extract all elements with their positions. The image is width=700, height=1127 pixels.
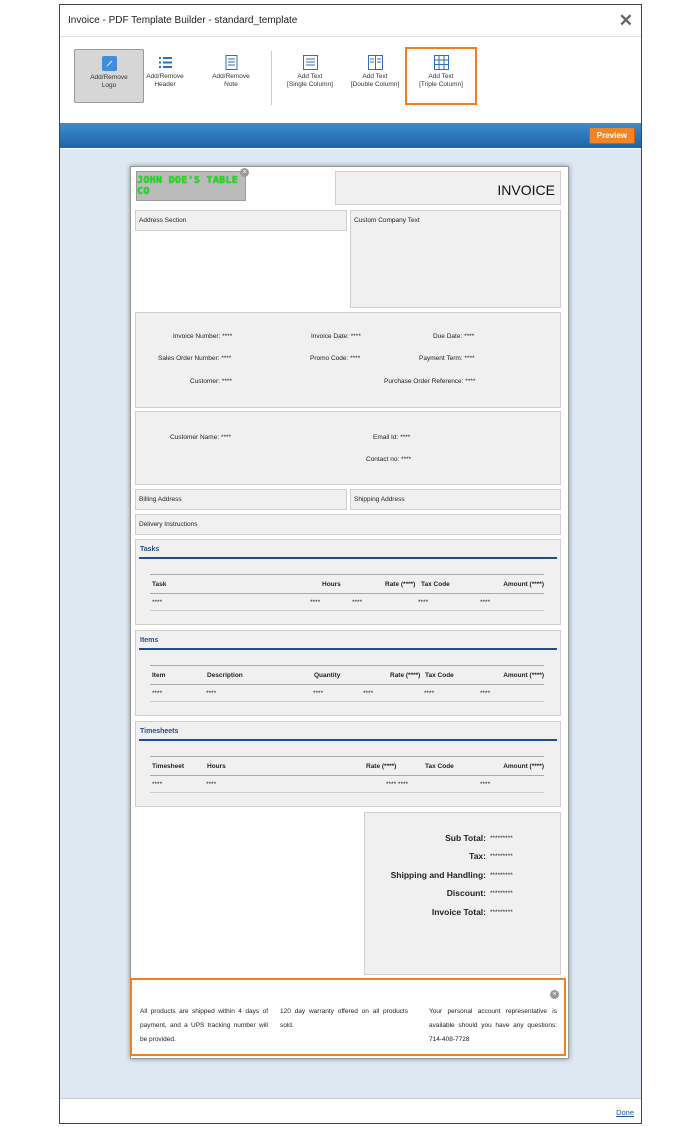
items-cell-item: ****: [152, 690, 163, 697]
add-text-single-column-button[interactable]: [275, 49, 345, 103]
timesheets-cell-timesheet: ****: [152, 781, 163, 788]
items-title: Items: [140, 637, 159, 644]
delivery-instructions-label: Delivery Instructions: [139, 521, 198, 528]
add-text-triple-column-button[interactable]: [405, 47, 477, 105]
timesheets-table-header: [150, 756, 544, 776]
invoice-title-box[interactable]: [335, 171, 561, 205]
items-cell-tax-code: ****: [424, 690, 435, 697]
items-col-amount: Amount (****): [503, 672, 544, 679]
sub-total-value: *********: [490, 835, 513, 842]
timesheets-table-bottom: [150, 792, 544, 793]
shipping-address-label: Shipping Address: [354, 496, 405, 503]
tasks-cell-tax-code: ****: [418, 599, 429, 606]
po-reference-field: Purchase Order Reference: ****: [384, 378, 476, 385]
close-icon[interactable]: ✕: [618, 11, 633, 30]
items-col-quantity: Quantity: [314, 672, 341, 679]
toolbar-divider: [271, 51, 272, 105]
single-column-label-2: [Single Column]: [287, 81, 333, 88]
items-col-description: Description: [207, 672, 243, 679]
tasks-cell-task: ****: [152, 599, 163, 606]
invoice-info-section[interactable]: [135, 312, 561, 408]
tasks-title: Tasks: [140, 546, 160, 553]
billing-address-label: Billing Address: [139, 496, 182, 503]
tasks-cell-rate: ****: [352, 599, 363, 606]
promo-code-field: Promo Code: ****: [310, 355, 361, 362]
billing-address-section[interactable]: [135, 489, 347, 510]
dialog-footer: [60, 1098, 641, 1123]
discount-value: *********: [490, 890, 513, 897]
note-icon: [224, 55, 239, 70]
dialog-title: Invoice - PDF Template Builder - standard_template: [68, 15, 298, 26]
items-col-tax-code: Tax Code: [425, 672, 454, 679]
add-remove-header-button[interactable]: [130, 49, 200, 103]
tasks-section[interactable]: [135, 539, 561, 625]
due-date-field: Due Date: ****: [433, 333, 475, 340]
timesheets-col-amount: Amount (****): [503, 763, 544, 770]
custom-company-text-label: Custom Company Text: [354, 217, 420, 224]
list-icon: [158, 55, 173, 70]
double-column-icon: [368, 55, 383, 70]
single-column-icon: [303, 55, 318, 70]
tasks-col-task: Task: [152, 581, 167, 588]
logo-text: JOHN DOE'S TABLE CO: [137, 175, 239, 197]
tax-value: *********: [490, 853, 513, 860]
tasks-cell-amount: ****: [480, 599, 491, 606]
triple-column-icon: [434, 55, 449, 70]
tasks-col-hours: Hours: [322, 581, 341, 588]
address-section-label: Address Section: [139, 217, 187, 224]
items-title-underline: [139, 648, 557, 650]
timesheets-col-timesheet: Timesheet: [152, 763, 185, 770]
remove-text-block-icon[interactable]: ×: [550, 990, 559, 999]
company-logo[interactable]: [136, 171, 246, 201]
add-remove-logo-label-1: Add/Remove: [90, 74, 128, 81]
invoice-template-page: [130, 166, 569, 1059]
tasks-col-amount: Amount (****): [503, 581, 544, 588]
custom-company-text[interactable]: [350, 210, 561, 308]
timesheets-section[interactable]: [135, 721, 561, 807]
tasks-cell-hours: ****: [310, 599, 321, 606]
items-cell-description: ****: [206, 690, 217, 697]
double-column-label-2: [Double Column]: [350, 81, 400, 88]
timesheets-title: Timesheets: [140, 728, 179, 735]
tasks-table-bottom: [150, 610, 544, 611]
add-remove-header-label-2: Header: [154, 81, 176, 88]
timesheets-col-hours: Hours: [207, 763, 226, 770]
items-table-header: [150, 665, 544, 685]
double-column-label-1: Add Text: [362, 73, 388, 80]
template-canvas: [60, 149, 641, 1100]
triple-column-label-1: Add Text: [428, 73, 454, 80]
email-id-field: Email Id: ****: [373, 434, 411, 441]
invoice-number-field: Invoice Number: ****: [173, 333, 233, 340]
payment-term-field: Payment Term: ****: [419, 355, 475, 362]
shipping-handling-value: *********: [490, 872, 513, 879]
add-remove-note-label-2: Note: [224, 81, 238, 88]
tax-label: Tax:: [469, 851, 486, 861]
customer-name-field: Customer Name: ****: [170, 434, 232, 441]
note-column-2: 120 day warranty offered on all products sold.: [280, 1008, 408, 1029]
tasks-col-rate: Rate (****): [385, 581, 416, 588]
pdf-template-builder-dialog: [59, 4, 642, 1124]
preview-bar: [60, 123, 641, 148]
logo-icon: [102, 56, 117, 71]
items-col-rate: Rate (****): [390, 672, 421, 679]
items-cell-rate: ****: [363, 690, 374, 697]
sales-order-number-field: Sales Order Number: ****: [158, 355, 232, 362]
note-column-3: Your personal account representative is available should you have any questions: 714-408-7728: [429, 1008, 557, 1043]
delivery-instructions-section[interactable]: [135, 514, 561, 535]
note-column-1: All products are shipped within 4 days of payment, and a UPS tracking number will be provided.: [140, 1008, 268, 1043]
sub-total-label: Sub Total:: [445, 833, 486, 843]
timesheets-cell-amount: ****: [480, 781, 491, 788]
customer-field: Customer: ****: [190, 378, 232, 385]
invoice-date-field: Invoice Date: ****: [311, 333, 361, 340]
triple-column-text-block[interactable]: [130, 978, 566, 1056]
done-link[interactable]: Done: [616, 1108, 634, 1117]
add-text-double-column-button[interactable]: [340, 49, 410, 103]
single-column-label-1: Add Text: [297, 73, 323, 80]
timesheets-cell-rate: **** ****: [386, 781, 409, 788]
dialog-titlebar: [60, 5, 641, 37]
timesheets-title-underline: [139, 739, 557, 741]
add-remove-logo-label-2: Logo: [101, 82, 117, 89]
add-remove-header-label-1: Add/Remove: [146, 73, 184, 80]
items-cell-quantity: ****: [313, 690, 324, 697]
customer-details-section[interactable]: [135, 411, 561, 485]
discount-label: Discount:: [446, 888, 486, 898]
items-col-item: Item: [152, 672, 166, 679]
remove-logo-icon[interactable]: ×: [240, 168, 249, 177]
invoice-total-label: Invoice Total:: [431, 907, 486, 917]
timesheets-col-tax-code: Tax Code: [425, 763, 454, 770]
add-remove-note-label-1: Add/Remove: [212, 73, 250, 80]
totals-section[interactable]: [364, 812, 561, 975]
preview-button[interactable]: Preview: [589, 127, 635, 144]
items-cell-amount: ****: [480, 690, 491, 697]
tasks-title-underline: [139, 557, 557, 559]
items-section[interactable]: [135, 630, 561, 716]
invoice-total-value: *********: [490, 909, 513, 916]
tasks-table-header: [150, 574, 544, 594]
address-section[interactable]: [135, 210, 347, 231]
shipping-handling-label: Shipping and Handling:: [390, 870, 486, 880]
timesheets-col-rate: Rate (****): [366, 763, 397, 770]
triple-column-label-2: [Triple Column]: [419, 81, 463, 88]
items-table-bottom: [150, 701, 544, 702]
shipping-address-section[interactable]: [350, 489, 561, 510]
contact-no-field: Contact no: ****: [366, 456, 412, 463]
toolbar: [60, 37, 641, 123]
timesheets-cell-hours: ****: [206, 781, 217, 788]
invoice-title: INVOICE: [497, 182, 555, 198]
tasks-col-tax-code: Tax Code: [421, 581, 450, 588]
add-remove-note-button[interactable]: [196, 49, 266, 103]
